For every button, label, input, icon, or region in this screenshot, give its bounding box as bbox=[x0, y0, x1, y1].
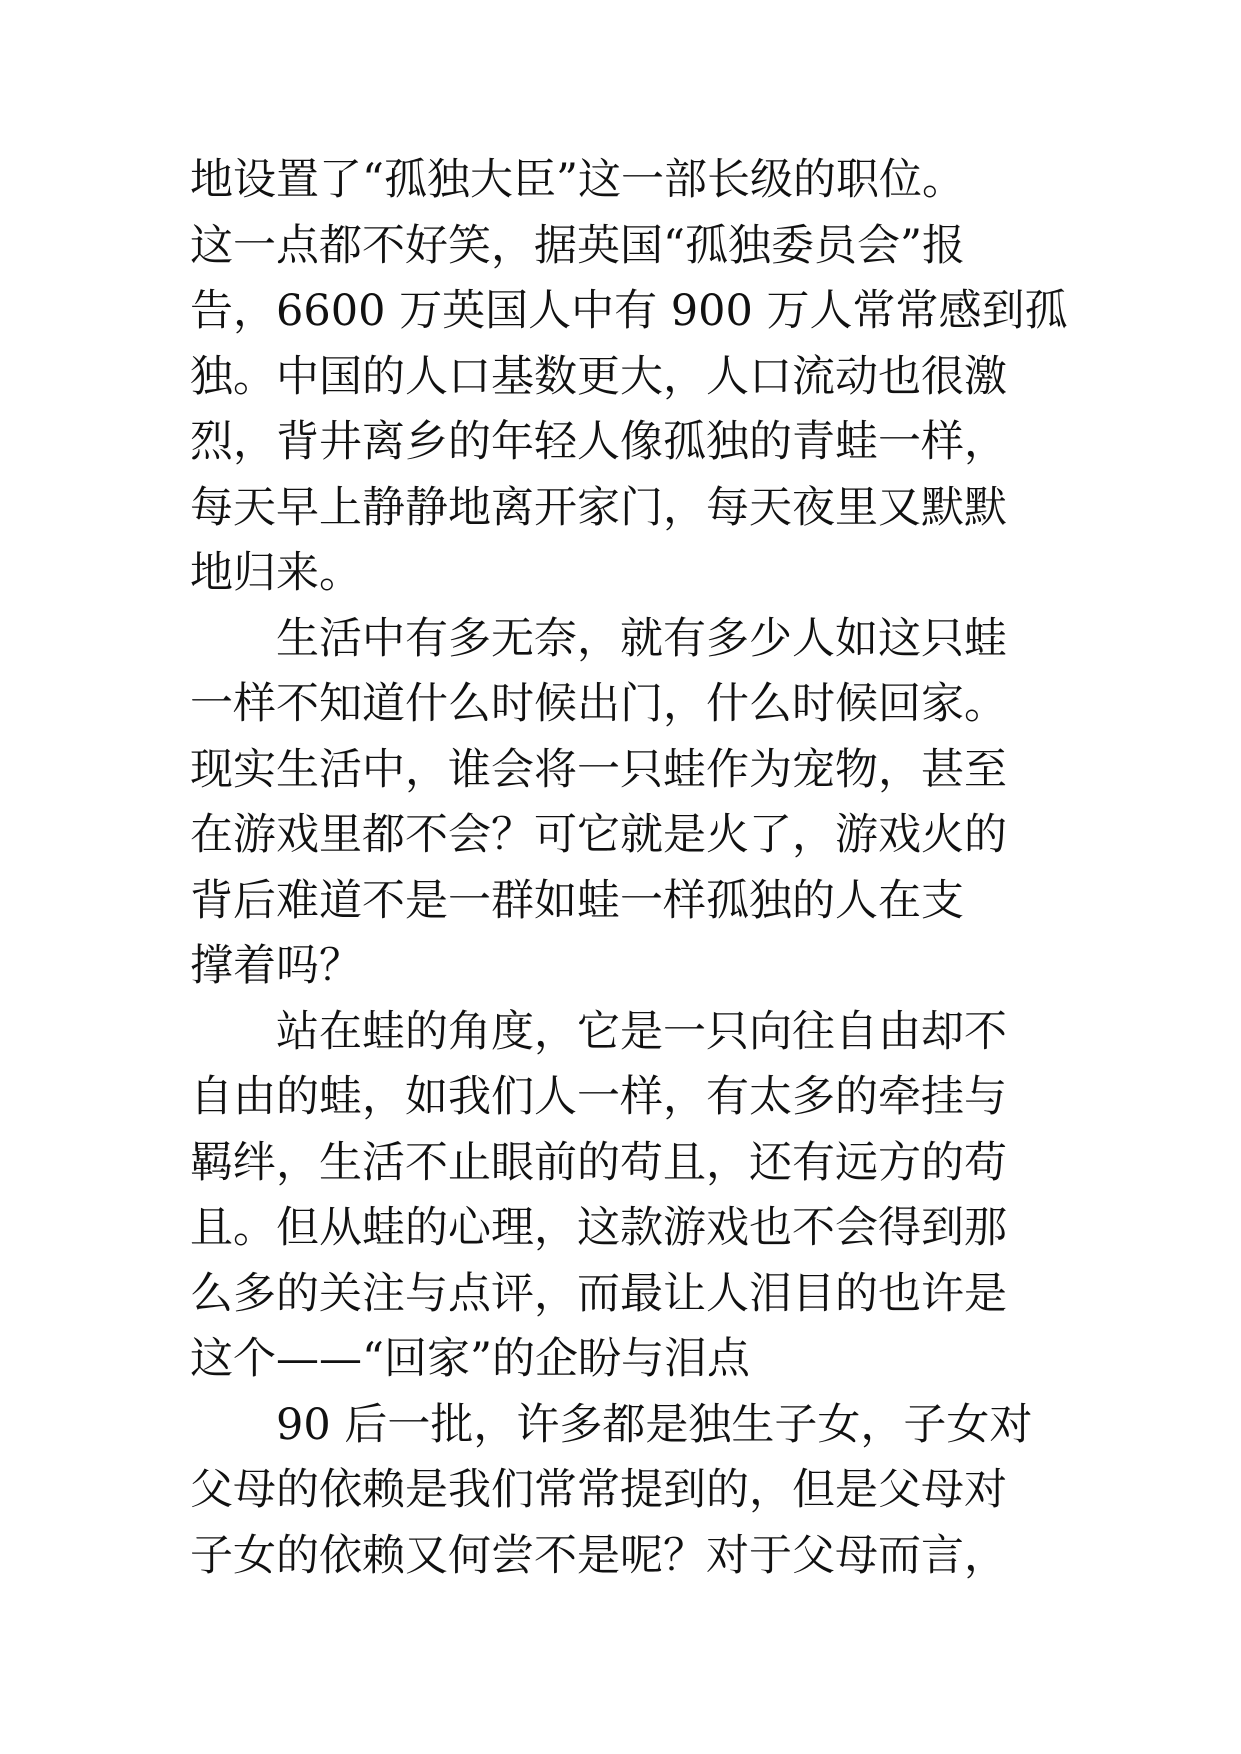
text-line: 这个——“回家”的企盼与泪点 bbox=[190, 1334, 750, 1384]
body-text bbox=[190, 148, 1070, 1589]
text-line: 告，6600 万英国人中有 900 万人常常感到孤 bbox=[190, 286, 1068, 336]
text-line: 在游戏里都不会？可它就是火了，游戏火的 bbox=[190, 810, 1007, 860]
text-line: 子女的依赖又何尝不是呢？对于父母而言， bbox=[190, 1530, 1007, 1581]
text-line: 烈，背井离乡的年轻人像孤独的青蛙一样， bbox=[190, 417, 1007, 467]
text-line: 90 后一批，许多都是独生子女，子女对 bbox=[190, 1399, 1033, 1450]
text-line: 自由的蛙，如我们人一样，有太多的牵挂与 bbox=[190, 1072, 1007, 1122]
text-line: 背后难道不是一群如蛙一样孤独的人在支 bbox=[190, 875, 964, 926]
text-line: 一样不知道什么时候出门，什么时候回家。 bbox=[190, 679, 1007, 729]
text-line: 么多的关注与点评，而最让人泪目的也许是 bbox=[190, 1268, 1007, 1319]
text-line: 地归来。 bbox=[190, 548, 362, 598]
text-line: 撑着吗？ bbox=[190, 941, 362, 991]
text-line: 且。但从蛙的心理，这款游戏也不会得到那 bbox=[190, 1203, 1007, 1253]
text-line: 地设置了“孤独大臣”这一部长级的职位。 bbox=[190, 155, 965, 205]
text-line: 现实生活中，谁会将一只蛙作为宠物，甚至 bbox=[190, 744, 1007, 795]
text-line: 生活中有多无奈，就有多少人如这只蛙 bbox=[190, 613, 1007, 664]
text-line: 羁绊，生活不止眼前的苟且，还有远方的苟 bbox=[190, 1137, 1007, 1188]
text-line: 父母的依赖是我们常常提到的，但是父母对 bbox=[190, 1465, 1007, 1515]
text-line: 站在蛙的角度，它是一只向往自由却不 bbox=[190, 1006, 1007, 1057]
text-line: 这一点都不好笑，据英国“孤独委员会”报 bbox=[190, 220, 965, 271]
text-line: 独。中国的人口基数更大，人口流动也很激 bbox=[190, 351, 1007, 402]
text-line: 每天早上静静地离开家门，每天夜里又默默 bbox=[190, 482, 1007, 533]
